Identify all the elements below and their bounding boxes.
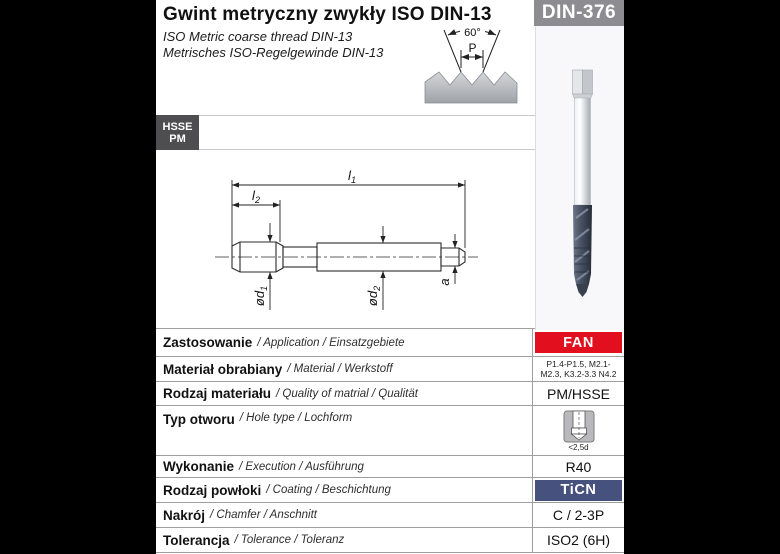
- left-black-margin: [0, 0, 156, 554]
- row-label-translations: / Application / Einsatzgebiete: [257, 336, 405, 349]
- thread-diameter-label: $ød_1$: [252, 285, 269, 307]
- material-groups-line1: P1.4-P1.5, M2.1-: [546, 359, 611, 369]
- chamfer-value: C / 2-3P: [552, 507, 605, 523]
- application-brand-badge: FAN: [535, 332, 622, 353]
- angle-label: 60°: [464, 27, 481, 39]
- row-label-pl: Wykonanie: [163, 459, 235, 474]
- product-photo-panel: [535, 26, 624, 330]
- tolerance-value: ISO2 (6H): [546, 532, 610, 548]
- length-thread-label: $l_2$: [252, 188, 260, 205]
- tap-dimension-drawing: [156, 150, 535, 328]
- row-label-translations: / Quality of matrial / Qualität: [276, 387, 418, 400]
- thread-teeth: [425, 72, 517, 103]
- blind-hole-icon: [561, 410, 597, 443]
- table-row-chamfer: [156, 503, 624, 528]
- table-row-coating: [156, 478, 624, 503]
- page-title: Gwint metryczny zwykły ISO DIN-13: [163, 4, 492, 25]
- row-label-translations: / Hole type / Lochform: [239, 412, 353, 424]
- row-label-translations: / Material / Werkstoff: [287, 363, 393, 375]
- row-label-pl: Materiał obrabiany: [163, 361, 283, 377]
- tap-photo: [536, 26, 624, 330]
- table-row-material-quality: [156, 382, 624, 406]
- table-row-tolerance: [156, 528, 624, 553]
- row-label-pl: Typ otworu: [163, 412, 235, 427]
- table-row-workpiece-material: [156, 357, 624, 382]
- material-grade-badge: [156, 115, 199, 150]
- material-band: [156, 115, 535, 150]
- row-label-pl: Nakrój: [163, 507, 206, 523]
- material-grade-line1: HSSE: [162, 120, 193, 133]
- row-label-pl: Zastosowanie: [163, 335, 253, 350]
- shank-diameter-label: $ød_2$: [365, 285, 382, 307]
- thread-profile-diagram: [420, 22, 525, 106]
- subtitle-english: ISO Metric coarse thread DIN-13: [163, 29, 353, 44]
- table-row-execution: [156, 456, 624, 478]
- square-size-label: a: [437, 278, 452, 286]
- row-label-translations: / Chamfer / Anschnitt: [210, 509, 317, 521]
- material-quality-value: PM/HSSE: [546, 385, 610, 402]
- material-groups-line2: M2.3, K3.2-3.3 N4.2: [540, 369, 617, 379]
- row-label-pl: Rodzaj materiału: [163, 386, 272, 401]
- row-label-translations: / Execution / Ausführung: [239, 460, 364, 473]
- length-total-label: $l_1$: [348, 168, 356, 185]
- right-black-margin: [624, 0, 780, 554]
- din-standard-badge: DIN-376: [534, 0, 624, 26]
- row-label-pl: Rodzaj powłoki: [163, 482, 262, 498]
- row-label-translations: / Coating / Beschichtung: [266, 484, 391, 496]
- coating-badge: TiCN: [535, 480, 622, 501]
- row-label-pl: Tolerancja: [163, 532, 230, 548]
- row-label-translations: / Tolerance / Toleranz: [234, 534, 345, 546]
- table-row-hole-type: [156, 406, 624, 456]
- pitch-label: P: [468, 41, 477, 55]
- spec-table: [156, 328, 624, 553]
- subtitle-german: Metrisches ISO-Regelgewinde DIN-13: [163, 45, 384, 60]
- hole-depth-label: <2,5d: [568, 442, 589, 452]
- material-grade-line2: PM: [169, 132, 186, 145]
- execution-value: R40: [565, 458, 592, 475]
- table-row-application: [156, 329, 624, 357]
